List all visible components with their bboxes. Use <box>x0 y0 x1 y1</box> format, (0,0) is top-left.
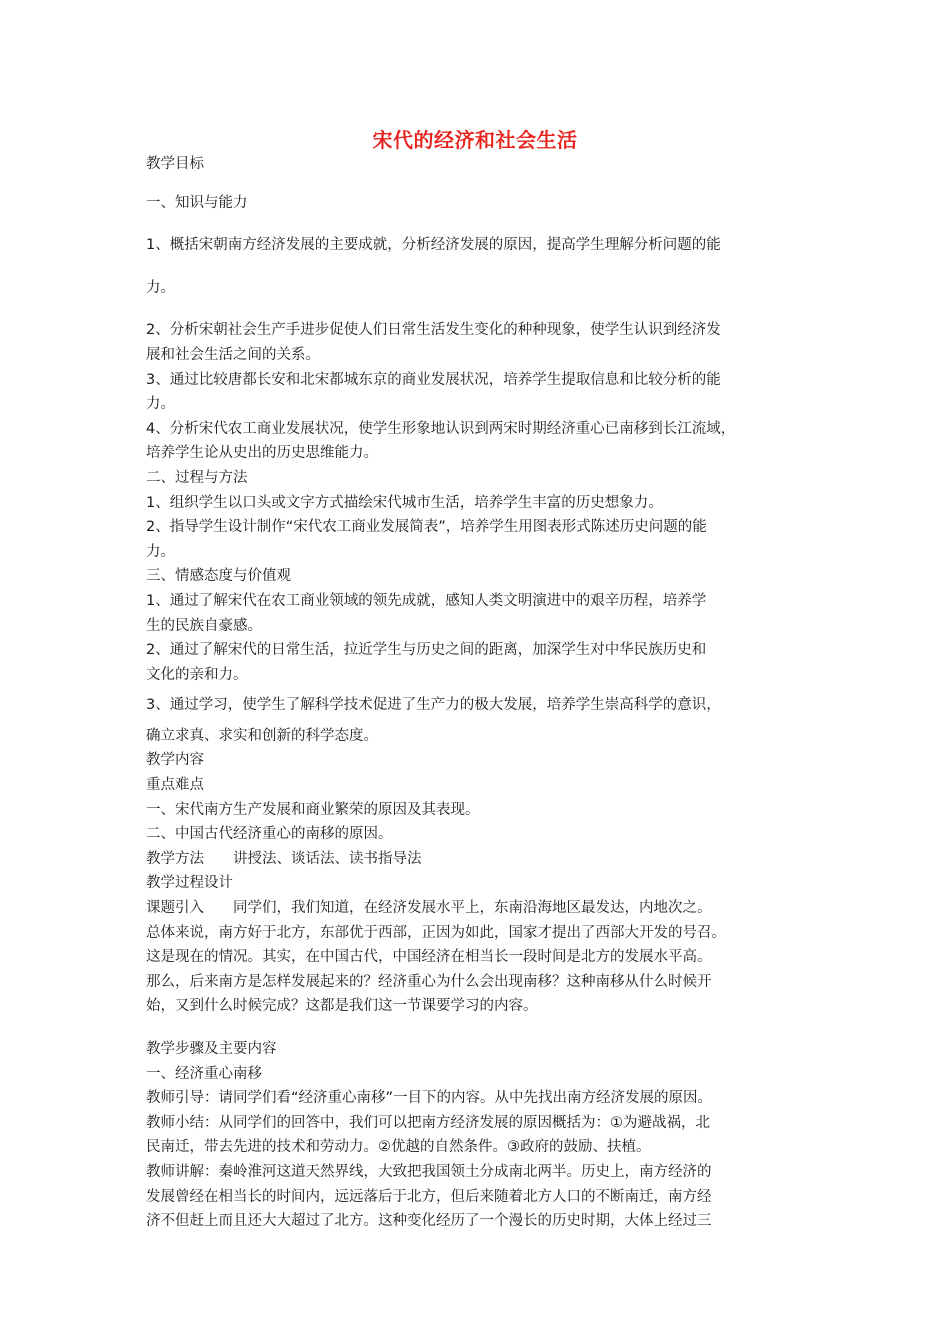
paragraph-line: 展和社会生活之间的关系。 <box>146 346 320 363</box>
document-title: 宋代的经济和社会生活 <box>372 128 578 152</box>
paragraph-line: 力。 <box>146 396 175 413</box>
heading-process-method: 二、过程与方法 <box>146 469 248 486</box>
heading-emotion-values: 三、情感态度与价值观 <box>146 568 291 585</box>
heading-teaching-content: 教学内容 <box>146 752 204 769</box>
heading-key-points: 重点难点 <box>146 777 204 794</box>
paragraph-line: 培养学生论从史出的历史思维能力。 <box>146 445 378 462</box>
paragraph-line: 二、中国古代经济重心的南移的原因。 <box>146 826 393 843</box>
paragraph-line: 1、通过了解宋代在农工商业领域的领先成就，感知人类文明演进中的艰辛历程，培养学 <box>146 592 707 609</box>
paragraph-line: 教师引导：请同学们看“经济重心南移”一目下的内容。从中先找出南方经济发展的原因。 <box>146 1090 713 1107</box>
paragraph-line: 2、通过了解宋代的日常生活，拉近学生与历史之间的距离，加深学生对中华民族历史和 <box>146 642 707 659</box>
heading-teaching-goals: 教学目标 <box>146 156 204 172</box>
paragraph-line: 4、分析宋代农工商业发展状况，使学生形象地认识到两宋时期经济重心已南移到长江流域， <box>146 420 736 437</box>
paragraph-line: 2、分析宋朝社会生产手进步促使人们日常生活发生变化的种种现象，使学生认识到经济发 <box>146 322 721 339</box>
document-body <box>146 152 822 1234</box>
paragraph-line: 课题引入 同学们，我们知道，在经济发展水平上，东南沿海地区最发达，内地次之。 <box>146 900 712 917</box>
paragraph-line: 力。 <box>146 543 175 560</box>
paragraph-line: 济不但赶上而且还大大超过了北方。这种变化经历了一个漫长的历史时期，大体上经过三 <box>146 1213 712 1230</box>
paragraph-line: 教师小结：从同学们的回答中，我们可以把南方经济发展的原因概括为：①为避战祸，北 <box>146 1114 710 1131</box>
paragraph-line: 2、指导学生设计制作“宋代农工商业发展简表”，培养学生用图表形式陈述历史问题的能 <box>146 519 707 536</box>
paragraph-line: 文化的亲和力。 <box>146 666 248 683</box>
paragraph-line: 1、概括宋朝南方经济发展的主要成就，分析经济发展的原因，提高学生理解分析问题的能 <box>146 237 721 254</box>
paragraph-line: 一、宋代南方生产发展和商业繁荣的原因及其表现。 <box>146 801 480 818</box>
paragraph-line: 1、组织学生以口头或文字方式描绘宋代城市生活，培养学生丰富的历史想象力。 <box>146 494 663 511</box>
paragraph-line: 力。 <box>146 279 175 296</box>
paragraph-line: 确立求真、求实和创新的科学态度。 <box>146 727 378 744</box>
paragraph-line: 发展曾经在相当长的时间内，远远落后于北方，但后来随着北方人口的不断南迁，南方经 <box>146 1188 712 1205</box>
heading-economic-center-shift: 一、经济重心南移 <box>146 1065 262 1082</box>
paragraph-line: 3、通过比较唐都长安和北宋都城东京的商业发展状况，培养学生提取信息和比较分析的能 <box>146 371 721 388</box>
paragraph-line: 总体来说，南方好于北方，东部优于西部，正因为如此，国家才提出了西部大开发的号召。 <box>146 924 726 941</box>
paragraph-line: 那么，后来南方是怎样发展起来的？经济重心为什么会出现南移？这种南移从什么时候开 <box>146 973 712 990</box>
heading-teaching-steps: 教学步骤及主要内容 <box>146 1041 277 1057</box>
paragraph-line: 生的民族自豪感。 <box>146 617 262 634</box>
paragraph-line: 始，又到什么时候完成？这都是我们这一节课要学习的内容。 <box>146 998 538 1015</box>
paragraph-line: 民南迁，带去先进的技术和劳动力。②优越的自然条件。③政府的鼓励、扶植。 <box>146 1139 651 1156</box>
paragraph-line: 教师讲解：秦岭淮河这道天然界线，大致把我国领土分成南北两半。历史上，南方经济的 <box>146 1163 712 1180</box>
heading-teaching-method: 教学方法 讲授法、谈话法、读书指导法 <box>146 850 422 867</box>
paragraph-line: 3、通过学习，使学生了解科学技术促进了生产力的极大发展，培养学生崇高科学的意识， <box>146 697 721 714</box>
heading-process-design: 教学过程设计 <box>146 875 233 892</box>
paragraph-line: 这是现在的情况。其实，在中国古代，中国经济在相当长一段时间是北方的发展水平高。 <box>146 949 712 966</box>
heading-knowledge-ability: 一、知识与能力 <box>146 194 248 211</box>
